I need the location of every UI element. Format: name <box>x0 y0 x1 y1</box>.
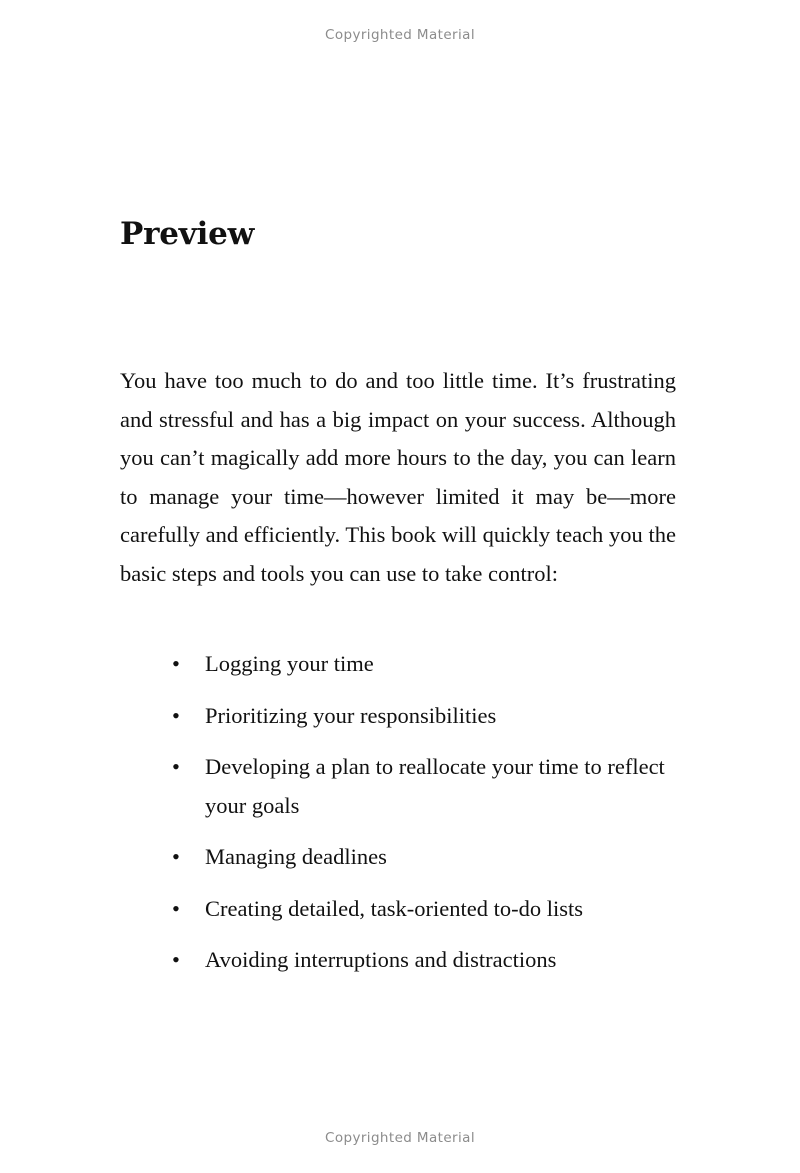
topics-bullet-list <box>150 645 680 993</box>
list-item <box>150 838 680 877</box>
intro-paragraph: You have too much to do and too little time. It’s frustrating and stressful and has a big impact on your success. Although you can’t magically add more hours to the day, you can learn to manage your time—however limited it may be—more carefully and efficiently. This book will quickly teach you the basic steps and tools you can use to take control: <box>120 368 676 586</box>
list-item <box>150 645 680 684</box>
list-item <box>150 890 680 929</box>
list-item-label: Logging your time <box>205 651 374 676</box>
list-item <box>150 748 680 825</box>
list-item-label: Avoiding interruptions and distractions <box>205 947 557 972</box>
list-item-label: Managing deadlines <box>205 844 387 869</box>
bullet-icon: • <box>172 947 180 972</box>
bullet-icon: • <box>172 844 180 869</box>
bullet-icon: • <box>172 702 180 728</box>
list-item-label: Developing a plan to reallocate your time to reflect your goals <box>205 754 665 818</box>
list-item <box>150 941 680 980</box>
copyright-watermark-top: Copyrighted Material <box>325 27 475 43</box>
list-item <box>150 697 680 736</box>
list-item-label: Prioritizing your responsibilities <box>205 702 497 728</box>
book-page <box>120 0 680 1173</box>
list-item-label: Creating detailed, task-oriented to-do lists <box>205 895 584 921</box>
copyright-watermark-bottom: Copyrighted Material <box>325 1130 475 1146</box>
bullet-icon: • <box>172 754 180 779</box>
bullet-icon: • <box>172 895 180 921</box>
bullet-icon: • <box>172 651 180 676</box>
page-title: Preview <box>120 215 255 252</box>
intro-paragraph-block <box>120 362 676 593</box>
